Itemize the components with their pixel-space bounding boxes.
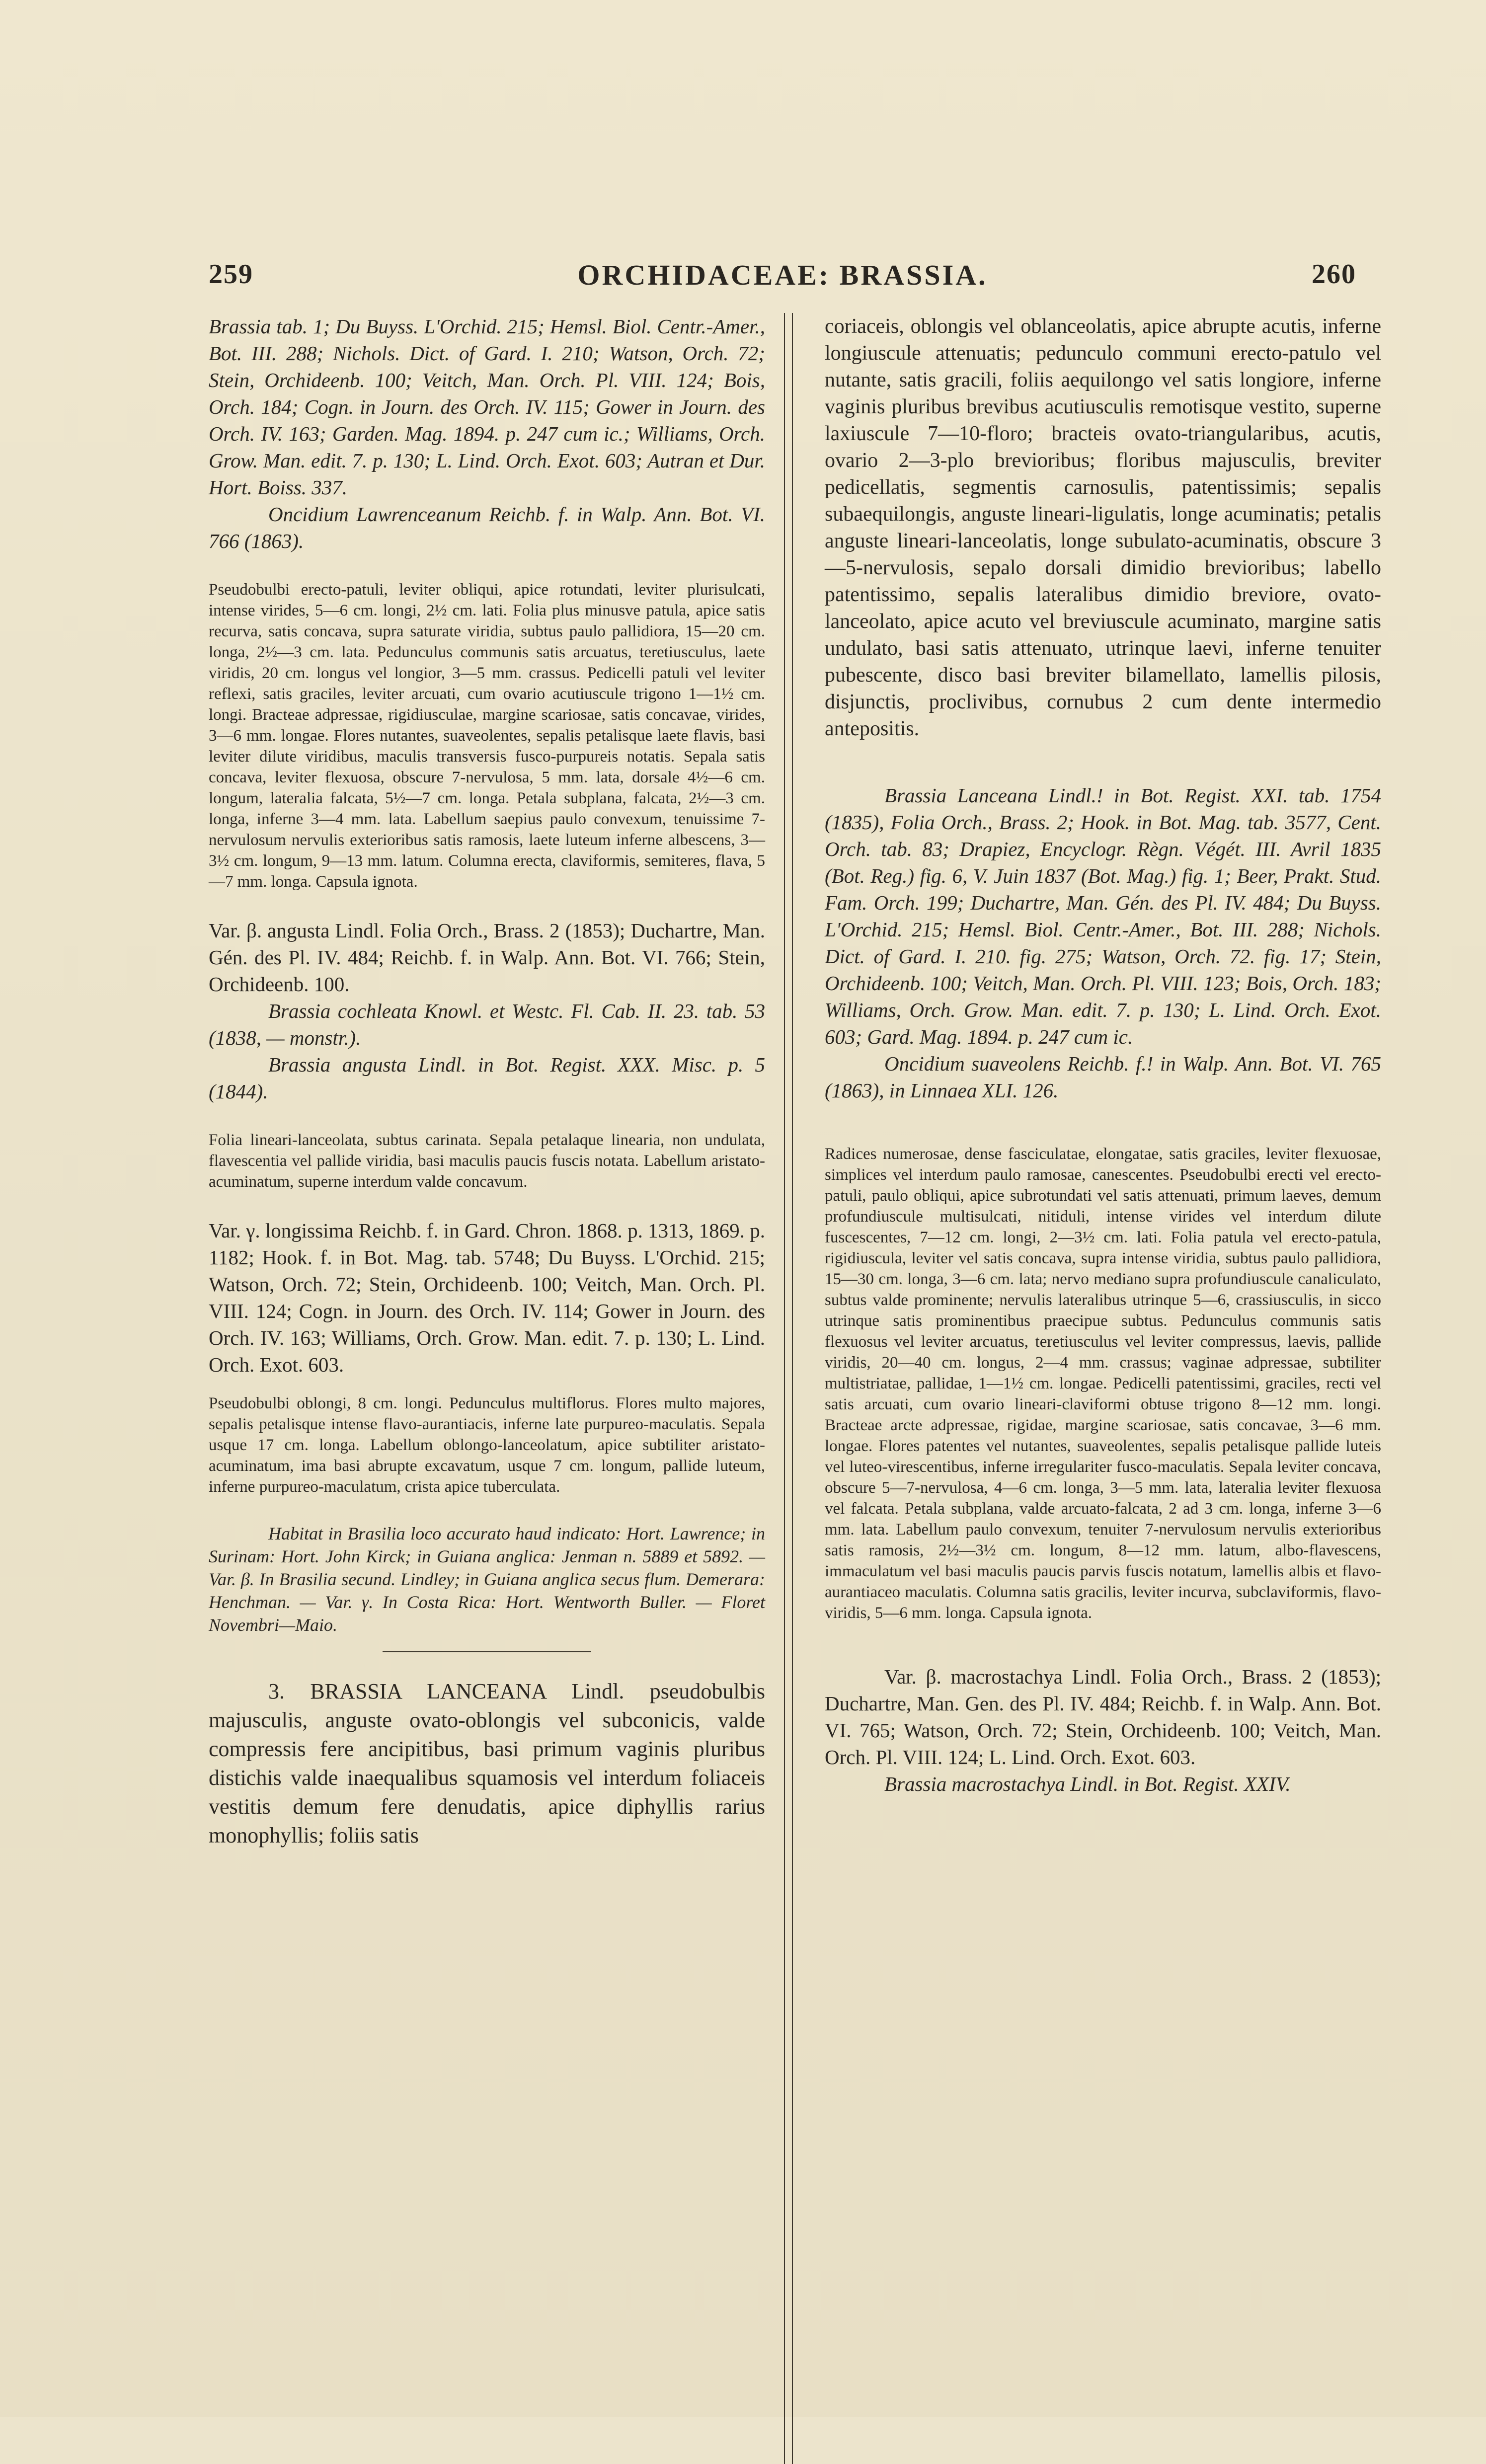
variety-gamma-heading: Var. γ. longissima Reichb. f. in Gard. Chron. 1868. p. 1313, 1869. p. 1182; Hook. f. in Bot. Mag. tab. 5748; Du Buyss. L'Orchid. 215; Watson, Orch. 72; Stein, Orchideenb. 100; Veitch, Man. Orch. Pl. VIII. 124; Cogn. in Journ. des Orch. IV. 114; Gower in Journ. des Orch. IV. 163; Williams, Orch. Grow. Man. edit. 7. p. 130; L. Lind. Orch. Exot. 603. [209,1219,765,1376]
column-divider [784,313,793,2464]
right-column [825,313,1381,1797]
lanceana-variety-beta: Var. β. macrostachya Lindl. Folia Orch., Brass. 2 (1853); Duchartre, Man. Gen. des Pl. IV. 484; Reichb. f. in Walp. Ann. Bot. VI. 765; Watson, Orch. 72; Stein, Orchideenb. 100; Veitch, Man. Orch. Pl. VIII. 124; L. Lind. Orch. Exot. 603. [825,1665,1381,1769]
right-page-number: 260 [1312,259,1356,290]
lanceana-description: Radices numerosae, dense fasciculatae, elongatae, satis graciles, leviter flexuosae, simplices vel interdum paulo ramosae, canescentes. Pseudobulbi erecti vel erecto-patuli, paulo obliqui, apice subrotundati vel satis attenuati, primum laeves, demum profundiuscule multisulcati, nitiduli, intense virides vel interdum dilute fuscescentes, 7—12 cm. longi, 2—3½ cm. lati. Folia patula vel erecto-patula, rigidiuscula, leviter vel satis concava, supra intense viridia, subtus paulo pallidiora, 15—30 cm. longa, 3—6 cm. lata; nervo mediano supra profundiuscule canaliculato, subtus valde prominente; nervulis lateralibus utrinque 5—6, crassiusculis, in sicco utrinque satis prominentibus praecipue subtus. Pedunculus communis satis flexuosus vel leviter arcuatus, teretiusculus vel leviter compressus, laevis, pallide viridis, 20—40 cm. longus, 2—4 mm. crassus; vaginae adpressae, subtiliter multistriatae, pallidae, 1—1½ cm. longae. Pedicelli patentissimi, graciles, recti vel satis arcuati, cum ovario lineari-claviformi obtuse trigono 8—12 mm. longi. Bracteae arcte adpressae, rigidae, margine scariosae, satis concavae, 3—6 mm. longae. Flores patentes vel nutantes, suaveolentes, sepalis petalisque pallide luteis vel luteo-virescentibus, inferne irregulariter fusco-maculatis. Sepala leviter concava, obscure 5—7-nervulosa, 4—6 cm. longa, 3—5 mm. lata, lateralia leviter flexuosa vel falcata. Petala subplana, valde arcuato-falcata, 2 ad 3 cm. longa, inferne 3—6 mm. lata. Labellum paulo convexum, tenuiter 7-nervulosum nervulis exterioribus satis ramosis, 2½—3½ cm. longum, 8—12 mm. latum, albo-flavescens, immaculatum vel basi maculis paucis parvis fuscis notatum, lamellis albis et flavo-aurantiaceo maculatis. Columna satis gracilis, leviter incurva, subclaviformis, flavo-viridis, 5—6 mm. longa. Capsula ignota. [825,1145,1381,1622]
variety-gamma-description: Pseudobulbi oblongi, 8 cm. longi. Pedunculus multiflorus. Flores multo majores, sepalis petalisque intense flavo-aurantiacis, inferne late purpureo-maculatis. Sepala usque 17 cm. longa. Labellum oblongo-lanceolatum, apice subtiliter aristato-acuminatum, ima basi abrupte excavatum, usque 7 cm. longum, pallide luteum, inferne purpureo-maculatum, crista apice tuberculata. [209,1394,765,1496]
lanceana-synonym: Oncidium suaveolens Reichb. f.! in Walp. Ann. Bot. VI. 765 (1863), in Linnaea XLI. 126. [825,1052,1381,1102]
synonym-macrostachya: Brassia macrostachya Lindl. in Bot. Regist. XXIV. [884,1772,1291,1795]
species-description: Pseudobulbi erecto-patuli, leviter obliqui, apice rotundati, leviter plurisulcati, intense virides, 5—6 cm. longi, 2½ cm. lati. Folia plus minusve patula, apice satis recurva, satis concava, supra saturate viridia, subtus paulo pallidiora, 15—20 cm. longa, 2½—3 cm. lata. Pedunculus communis satis arcuatus, teretiusculus, laete viridis, 20 cm. longus vel longior, 3—5 mm. crassus. Pedicelli patuli vel leviter reflexi, satis graciles, leviter arcuati, cum ovario acutiuscule trigono 1—1½ cm. longi. Bracteae adpressae, rigidiusculae, margine scariosae, satis concavae, virides, 3—6 mm. longae. Flores nutantes, suaveolentes, sepalis petalisque laete flavis, basi leviter dilute viridibus, maculis transversis fusco-purpureis notatis. Sepala satis concava, leviter flexuosa, obscure 7-nervulosa, 5 mm. lata, dorsale 4½—6 cm. longum, lateralia falcata, 5½—7 cm. longa. Petala subplana, falcata, 2½—3 cm. longa, inferne 3—4 mm. lata. Labellum saepius paulo convexum, tenuissime 7-nervulosum nervulis exterioribus satis ramosis, laete luteum inferne albescens, 3—3½ cm. longum, 9—13 mm. latum. Columna erecta, claviformis, semiteres, flava, 5—7 mm. longa. Capsula ignota. [209,581,765,891]
page-header [209,258,1356,303]
synonym-cochleata: Brassia cochleata Knowl. et Westc. Fl. Cab. II. 23. tab. 53 (1838, — monstr.). [209,1000,765,1049]
habitat-note: Habitat in Brasilia loco accurato haud indicato: Hort. Lawrence; in Surinam: Hort. John Kirck; in Guiana anglica: Jenman n. 5889 et 5892. — Var. β. In Brasilia secund. Lindley; in Guiana anglica secus flum. Demerara: Henchman. — Var. γ. In Costa Rica: Hort. Wentworth Buller. — Floret Novembri—Maio. [209,1524,765,1635]
running-title: ORCHIDACEAE: BRASSIA. [577,259,988,291]
variety-beta-description: Folia lineari-lanceolata, subtus carinata. Sepala petalaque linearia, non undulata, flavescentia vel pallide viridia, basi maculis paucis fuscis notata. Labellum aristato-acuminatum, superne interdum valde concavum. [209,1131,765,1191]
synonym-citation: Oncidium Lawrenceanum Reichb. f. in Walp. Ann. Bot. VI. 766 (1863). [209,503,765,552]
species-3-heading: 3. BRASSIA LANCEANA Lindl. pseudobulbis majusculis, anguste ovato-oblongis vel subconicis, valde compressis fere ancipitibus, basi primum vaginis pluribus distichis valde inaequalibus squamosis vel interdum foliaceis vestitis demum fere denudatis, apice diphyllis rarius monophyllis; foliis satis [209,1679,765,1848]
variety-beta-heading: Var. β. angusta Lindl. Folia Orch., Brass. 2 (1853); Duchartre, Man. Gén. des Pl. IV. 484; Reichb. f. in Walp. Ann. Bot. VI. 766; Stein, Orchideenb. 100. [209,919,765,996]
lanceana-citations: Brassia Lanceana Lindl.! in Bot. Regist. XXI. tab. 1754 (1835), Folia Orch., Brass. 2; Hook. in Bot. Mag. tab. 3577, Cent. Orch. tab. 83; Drapiez, Encyclogr. Règn. Végét. III. Avril 1835 (Bot. Reg.) fig. 6, V. Juin 1837 (Bot. Mag.) fig. 1; Beer, Prakt. Stud. Fam. Orch. 199; Duchartre, Man. Gén. des Pl. IV. 484; Du Buyss. L'Orchid. 215; Hemsl. Biol. Centr.-Amer., Bot. III. 288; Nichols. Dict. of Gard. I. 210. fig. 275; Watson, Orch. 72. fig. 17; Stein, Orchideenb. 100; Veitch, Man. Orch. Pl. VIII. 123; Bois, Orch. 183; Williams, Orch. Grow. Man. edit. 7. p. 130; L. Lind. Orch. Exot. 603; Gard. Mag. 1894. p. 247 cum ic. [825,784,1381,1048]
species-3-diagnosis-continued: coriaceis, oblongis vel oblanceolatis, apice abrupte acutis, inferne longiuscule attenuatis; pedunculo communi erecto-patulo vel nutante, satis gracili, foliis aequilongo vel satis longiore, inferne vaginis pluribus brevibus acutiusculis remotisque vestito, superne laxiuscule 7—10-floro; bracteis ovato-triangularibus, acutis, ovario 2—3-plo brevioribus; floribus majusculis, breviter pedicellatis, segmentis carnosulis, patentissimis; sepalis subaequilongis, anguste lineari-ligulatis, longe acuminatis; petalis anguste lineari-lanceolatis, longe subulato-acuminatis, obscure 3—5-nervulosis, sepalo dorsali dimidio brevioribus; labello patentissimo, sepalis lateralibus dimidio breviore, ovato-lanceolato, apice acuto vel breviuscule acuminato, margine satis undulato, basi satis attenuato, utrinque laevi, inferne tenuiter pubescente, disco basi breviter bilamellato, lamellis pilosis, disjunctis, proclivibus, cornubus 2 cum dente intermedio antepositis. [825,315,1381,740]
left-column [209,313,765,1850]
left-page-number: 259 [209,259,253,290]
citation-block: Brassia tab. 1; Du Buyss. L'Orchid. 215; Hemsl. Biol. Centr.-Amer., Bot. III. 288; Nichols. Dict. of Gard. I. 210; Watson, Orch. 72; Stein, Orchideenb. 100; Veitch, Man. Orch. Pl. VIII. 124; Bois, Orch. 184; Cogn. in Journ. des Orch. IV. 115; Gower in Journ. des Orch. IV. 163; Garden. Mag. 1894. p. 247 cum ic.; Williams, Orch. Grow. Man. edit. 7. p. 130; L. Lind. Orch. Exot. 603; Autran et Dur. Hort. Boiss. 337. [209,315,765,499]
synonym-angusta: Brassia angusta Lindl. in Bot. Regist. XXX. Misc. p. 5 (1844). [209,1053,765,1103]
